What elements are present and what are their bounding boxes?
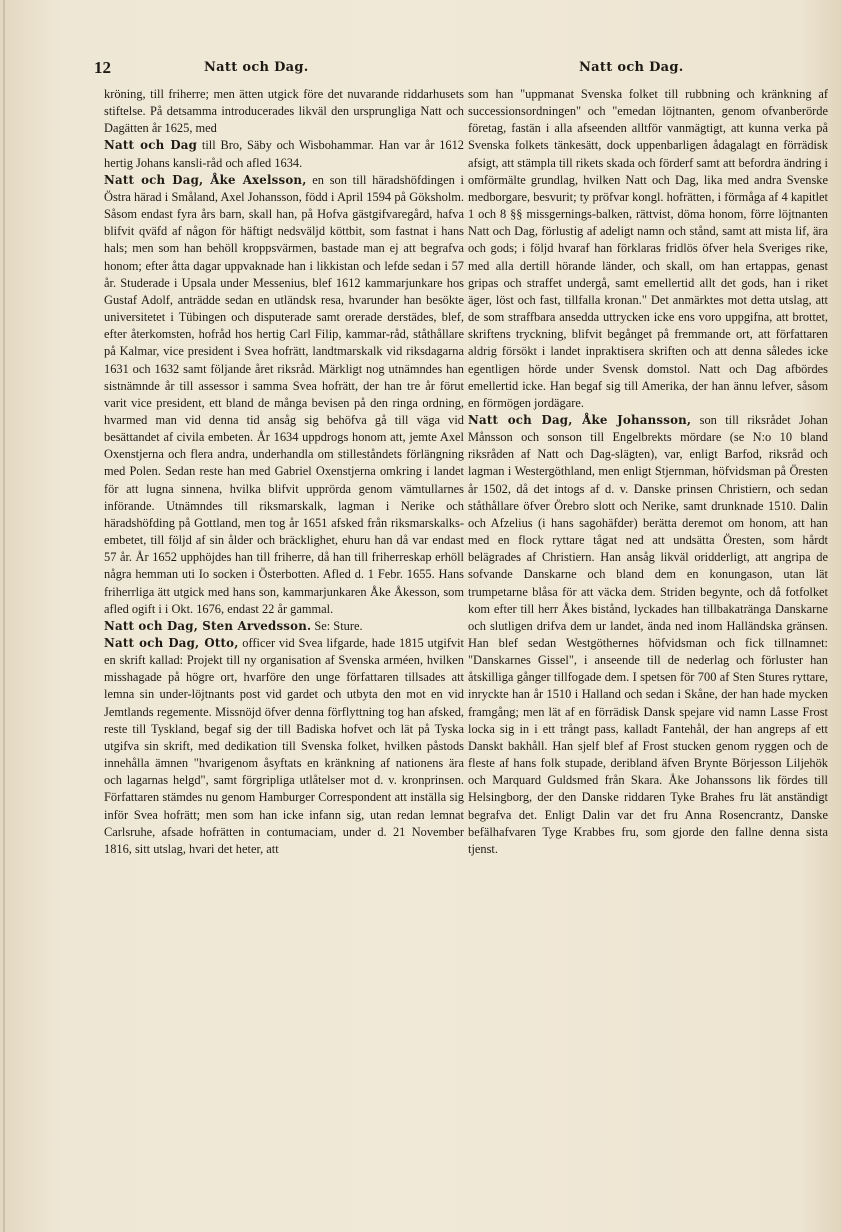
page-number: 12 (94, 58, 111, 77)
binding-edge (3, 0, 5, 1232)
entry-paragraph (104, 618, 464, 635)
page-header (94, 58, 814, 82)
left-column (104, 86, 464, 858)
entry-text: som han "uppmanat Svenska folket till rubbning och kränkning af successionsordningen" och "emedan löjtnanten, genom ofvanberörde företag, fastän i alla afseenden alltför vanmägtigt, att kunna verka på Svenska folkets tänkesätt, dock uppenbarligen ådagalagt en förrädisk afsigt, att stämpla till rikets skada och förderf samt att befordra ändring i omförmälte grundlag, hvilken Natt och Dag, lika med andra Svenske medborgare, besvurit; ty pröfvar kongl. hofrätten, i förmåga af 4 kapitlet 1 och 8 §§ missgernings-balken, rättvist, döma honom, förre löjtnanten Natt och Dag, förlustig af adeligt namn och stånd, samt att mista lif, ära och gods; i följd hvaraf han förklaras fridlös öfver hela Sveriges rike, med alla dertill hörande länder, och skall, om han ertappas, genast gripas och straffet undergå, samt emellertid allt det gods, han i riket äger, löst och fast, tillfalla kronan." Det anmärktes mot detta utslag, att de som straffbara ansedda uttrycken icke ens voro uppgifna, att brottet, skriftens tryckning, blifvit begånget på fremmande ort, att författaren aldrig försökt i landet inpraktisera skriften och att denna således icke egentligen hörde under Svensk domstol. Natt och Dag afbördes emellertid icke. Han begaf sig till Amerika, der han ännu lefver, såsom en förmögen jordägare. (468, 87, 828, 410)
entry-heading: Natt och Dag (104, 138, 198, 153)
entry-heading: Natt och Dag, Åke Axelsson, (104, 172, 307, 187)
entry-text: son till riksrådet Johan Månsson och sonson till Engelbrekts mördare (se N:o 10 bland riksråden af Natt och Dag-slägten), var, enligt Barfod, riksråd och lagman i Westergöthland, men enligt Stjernman, höfvidsman på Öresten år 1502, då det intogs af d. v. Danske prinsen Christiern, och sedan ståthållare öfver Örebro slott och Nerike, samt drunknade 1510. Dalin och Afzelius (i hans sagohäfder) berätta deremot om honom, att han med en flock ryttare tågat ned att undsätta Öresten, som hårdt belägrades af Christiern. Han ansåg likväl oridderligt, att angripa de sofvande Danskarne och bland dem en konungason, utan lät trumpetarne blåsa för att väcka dem. Striden begynte, och då fotfolket kom efter till herr Åkes bistånd, lyckades han tillbakatränga Danskarne och slutligen drifva dem ur landet, ända ned inom Halländska gränsen. Han blef sedan Westgöthernes höfvidsman och fick tillnamnet: "Danskarnes Gissel", i anseende till de nederlag och förluster han åtskilliga gånger tillfogade dem. I spetsen för 700 af Sten Stures ryttare, inryckte han år 1510 i Halland och sedan i Skåne, der han hade mycken framgång; men lät af en förrädisk Dansk spejare vid namn Lasse Frost locka sig in i ett trångt pass, kalladt Fantehål, der han angreps af ett Danskt bakhåll. Han sjelf blef af Frost stucken genom ryggen och de fleste af hans folk stupade, deribland äfven Brynte Börjesson Liljehök och Marquard Guldsmed från Skara. Åke Johanssons lik fördes till Helsingborg, der den Danske riddaren Tyke Brahes fru lät anständigt begrafva det. Enligt Dalin var det fru Anna Rosencrantz, Danske befälhafvaren Tyge Krabbes fru, som gjorde den fallne denna sista tjenst. (468, 412, 828, 856)
entry-text: en son till häradshöfdingen i Östra härad i Småland, Axel Johansson, född i April 1594 på Göksholm. Såsom endast fyra års barn, skall han, på Hofva gästgifvaregård, hafva blifvit qväfd af någon för häftigt nedsväljd köttbit, som fastnat i hans hals; men som han behöll kroppsvärmen, bastade man ej att begrafva honom; efter åtta dagar uppvaknade han i likkistan och lefde sedan i 57 år. Studerade i Upsala under Messenius, blef 1612 kammarjunkare hos Gustaf Adolf, anträdde sedan en utländsk resa, hvarunder han besökte universitetet i Tübingen och disputerade samt orerade derstädes, blef, efter återkomsten, hofråd hos hertig Carl Filip, kammar-råd, ståthållare på Kalmar, vice president i Svea hofrätt, landtmarskalk vid riksdagarna 1631 och 1632 samt följande året riksråd. Märkligt nog utnämndes han sistnämnde år till assessor i samma Svea hofrätt, der han tre år förut varit vice president, ett bland de många bevisen på den ringa ordning, hvarmed man vid denna tid ansåg sig behöfva gå till väga vid besättandet af civila embeten. År 1634 uppdrogs honom att, jemte Axel Oxenstjerna och flera andra, underhandla om stilleståndets förlängning med Polen. Sedan reste han med Gabriel Oxenstjerna omkring i landet för att lugna sinnena, hvilka blifvit upprörda genom vämtullarnes införande. Utnämndes till riksmarskalk, lagman i Nerike och häradshöfding på Gottland, men tog år 1651 afsked från riksmarskalks-embetet, till följd af sin ålder och bräcklighet, ehuru han då var endast 57 år. År 1652 upphöjdes han till friherre, då han till friherreskap erhöll några hemman uti Io socken i Österbotten. Afled d. 1 Febr. 1655. Hans friherrliga ätt utgick med hans son, kammarjunkaren Åke Åkesson, som afled ogift i i Okt. 1676, endast 22 år gammal. (104, 172, 464, 616)
entry-paragraph (104, 172, 464, 618)
entry-paragraph (468, 412, 828, 858)
entry-paragraph (104, 86, 464, 137)
entry-paragraph (104, 137, 464, 171)
entry-heading: Natt och Dag, Otto, (104, 636, 239, 650)
right-column (468, 86, 828, 858)
entry-heading: Natt och Dag, Sten Arvedsson. (104, 618, 312, 633)
entry-text: till Bro, Säby och Wisbohammar. Han var år 1612 hertig Johans kansli-råd och afled 1634. (104, 138, 464, 170)
entry-text: officer vid Svea lifgarde, hade 1815 utgifvit en skrift kallad: Projekt till ny organisation af Svenska arméen, hvilken misshagade på högre ort, hvarföre den unge författaren tillsades att lemna sin under-löjtnants post vid gardet och utbyta den mot en vid Jemtlands regemente. Missnöjd öfver denna förflyttning tog han afsked, reste till Tyskland, begaf sig der till Badiska hofvet och lät på Tyska utgifva sin skrift, med dedikation till Svenska folket, hvilken påstods innehålla ämnen "hvarigenom åsyftats en kränkning af nationens ära och lagarnas helgd", samt förgripliga utlåtelser mot d. v. kronprinsen. Författaren stämdes nu genom Hamburger Correspondent att inställa sig inför Svea hofrätt; men som han icke infann sig, utan redan lemnat Carlsruhe, afsade hofrätten in contumaciam, under d. 21 November 1816, sitt utslag, hvari det heter, att (104, 636, 464, 856)
running-head-right: Natt och Dag. (579, 60, 684, 75)
entry-text: Se: Sture. (311, 618, 363, 633)
running-head-left: Natt och Dag. (204, 60, 309, 75)
entry-text: kröning, till friherre; men ätten utgick före det nuvarande riddarhusets stiftelse. På detsamma introducerades likväl den ursprungliga Natt och Dagätten år 1625, med (104, 87, 464, 136)
entry-paragraph (104, 635, 464, 858)
entry-paragraph (468, 86, 828, 412)
entry-heading: Natt och Dag, Åke Johansson, (468, 412, 692, 427)
